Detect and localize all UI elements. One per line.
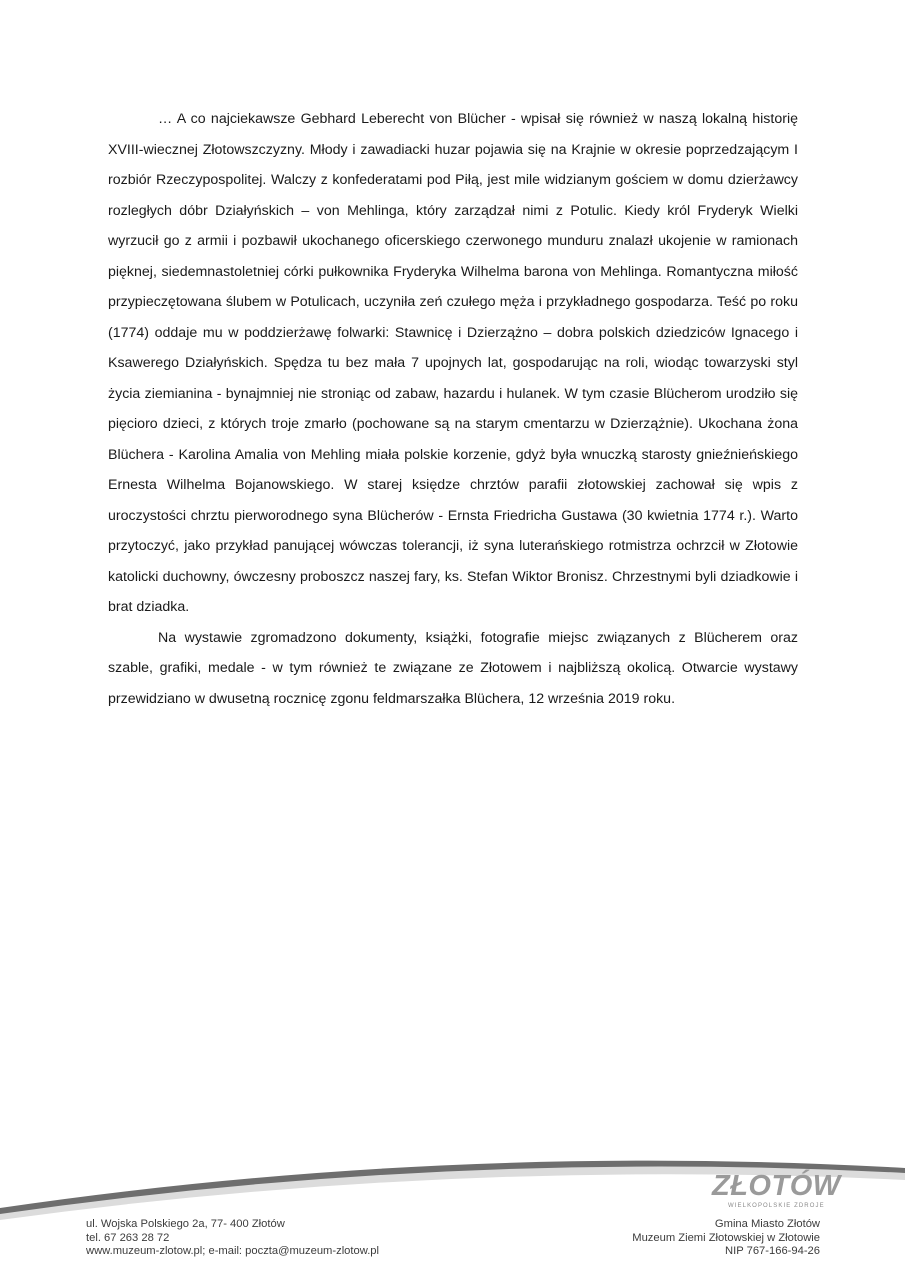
footer-nip: NIP 767-166-94-26 <box>725 1245 820 1257</box>
logo-tagline: WIELKOPOLSKIE ZDROJE <box>728 1203 825 1209</box>
footer-museum-name: Muzeum Ziemi Złotowskiej w Złotowie <box>632 1231 820 1244</box>
footer-web-email: www.muzeum-zlotow.pl; e-mail: poczta@muzeum-zlotow.pl <box>86 1245 380 1257</box>
footer-municipality: Gmina Miasto Złotów <box>714 1218 820 1230</box>
document-body <box>108 104 798 714</box>
paragraph-2: Na wystawie zgromadzono dokumenty, książki, fotografie miejsc związanych z Blücherem oraz szable, grafiki, medale - w tym również te związane ze Złotowem i najbliższą okolicą. Otwarcie wystawy przewidziano w dwusetną rocznicę zgonu feldmarszałka Blüchera, 12 września 2019 roku. <box>108 629 798 707</box>
footer-address: ul. Wojska Polskiego 2a, 77- 400 Złotów <box>86 1218 285 1230</box>
footer-institution <box>632 1218 820 1259</box>
paragraph-1: … A co najciekawsze Gebhard Leberecht von Blücher - wpisał się również w naszą lokalną historię XVIII-wiecznej Złotowszczyzny. Młody i zawadiacki huzar pojawia się na Krajnie w okresie poprzedzającym I rozbiór Rzeczypospolitej. Walczy z konfederatami pod Piłą, jest mile widzianym gościem w domu dzierżawcy rozległych dóbr Działyńskich – von Mehlinga, który zarządzał nimi z Potulic. Kiedy król Fryderyk Wielki wyrzucił go z armii i pozbawił ukochanego oficerskiego czerwonego munduru znalazł ukojenie w ramionach pięknej, siedemnastoletniej córki pułkownika Fryderyka Wilhelma barona von Mehlinga. Romantyczna miłość przypieczętowana ślubem w Potulicach, uczyniła zeń czułego męża i przykładnego gospodarza. Teść po roku (1774) oddaje mu w poddzierżawę folwarki: Stawnicę i Dzierzążno – dobra polskich dziedziców Ignacego i Ksawerego Działyńskich. Spędza tu bez mała 7 upojnych lat, gospodarując na roli, wiodąc towarzyski styl życia ziemianina - bynajmniej nie stroniąc od zabaw, hazardu i hulanek. W tym czasie Blücherom urodziło się pięcioro dzieci, z których troje zmarło (pochowane są na starym cmentarzu w Dzierzążnie). Ukochana żona Blüchera - Karolina Amalia von Mehling miała polskie korzenie, gdyż była wnuczką starosty gnieźnieńskiego Ernesta Wilhelma Bojanowskiego. W starej księdze chrztów parafii złotowskiej zachował się wpis z uroczystości chrztu pierworodnego syna Blücherów - Ernsta Friedricha Gustawa (30 kwietnia 1774 r.). Warto przytoczyć, jako przykład panującej wówczas tolerancji, iż syna luterańskiego rotmistrza ochrzcił w Złotowie katolicki duchowny, ówczesny proboszcz naszej fary, ks. Stefan Wiktor Bronisz. Chrzestnymi byli dziadkowie i brat dziadka. <box>108 111 798 615</box>
footer-phone: tel. 67 263 28 72 <box>86 1231 170 1244</box>
footer-contact <box>86 1218 379 1259</box>
logo-wordmark: ZŁOTÓW <box>712 1170 841 1202</box>
zlotow-logo <box>700 1170 841 1214</box>
